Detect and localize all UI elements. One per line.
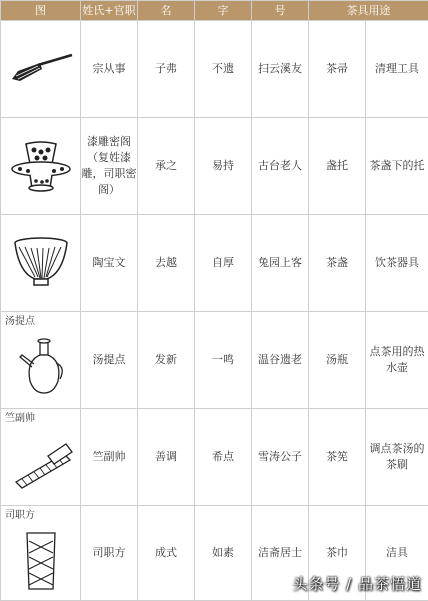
cell-name: 成式 bbox=[138, 506, 195, 601]
cell-name: 子弗 bbox=[138, 21, 195, 118]
table-row bbox=[1, 215, 428, 312]
cell-name: 承之 bbox=[138, 118, 195, 215]
tea-bowl-icon bbox=[11, 235, 71, 291]
row-image-cell bbox=[1, 118, 81, 215]
cell-name: 去越 bbox=[138, 215, 195, 312]
cell-surname-office: 宗从事 bbox=[81, 21, 138, 118]
cell-style-name: 一鸣 bbox=[195, 312, 252, 409]
whisk-brush-icon bbox=[6, 49, 76, 89]
cell-surname-office: 陶宝文 bbox=[81, 215, 138, 312]
header-row bbox=[1, 1, 428, 21]
bamboo-whisk-icon bbox=[8, 438, 74, 490]
table-row bbox=[1, 21, 428, 118]
cell-sobriquet: 温谷遗老 bbox=[252, 312, 309, 409]
cell-use: 饮茶器具 bbox=[366, 215, 428, 312]
row-image-cell bbox=[1, 506, 81, 601]
cell-sobriquet: 扫云溪友 bbox=[252, 21, 309, 118]
cell-style-name: 易持 bbox=[195, 118, 252, 215]
cell-surname-office: 汤提点 bbox=[81, 312, 138, 409]
cell-style-name: 不遗 bbox=[195, 21, 252, 118]
cell-surname-office: 漆雕密阁（复姓漆雕，司职密阁） bbox=[81, 118, 138, 215]
watermark: 头条号 / 品茶悟道 bbox=[292, 573, 422, 594]
ewer-icon bbox=[16, 337, 66, 397]
header-tea-use: 茶具用途 bbox=[309, 1, 428, 21]
cell-sobriquet: 兔园上客 bbox=[252, 215, 309, 312]
cell-style-name: 如素 bbox=[195, 506, 252, 601]
cell-use: 茶盏下的托 bbox=[366, 118, 428, 215]
cell-use: 调点茶汤的茶刷 bbox=[366, 409, 428, 506]
cell-use: 清理工具 bbox=[366, 21, 428, 118]
cell-use: 洁具 bbox=[366, 506, 428, 601]
row-image-cell bbox=[1, 409, 81, 506]
row-image-cell bbox=[1, 312, 81, 409]
cell-utensil: 茶帚 bbox=[309, 21, 366, 118]
table-row bbox=[1, 409, 428, 506]
lacquer-cup-stand-icon bbox=[8, 138, 74, 194]
cell-style-name: 自厚 bbox=[195, 215, 252, 312]
row-image-cell bbox=[1, 215, 81, 312]
cell-utensil: 汤瓶 bbox=[309, 312, 366, 409]
cell-utensil: 盏托 bbox=[309, 118, 366, 215]
header-sobriquet: 号 bbox=[252, 1, 309, 21]
cell-utensil: 茶筅 bbox=[309, 409, 366, 506]
header-style-name: 字 bbox=[195, 1, 252, 21]
cell-use: 点茶用的热水壶 bbox=[366, 312, 428, 409]
row-image-cell bbox=[1, 21, 81, 118]
cell-surname-office: 竺副帅 bbox=[81, 409, 138, 506]
cell-name: 发新 bbox=[138, 312, 195, 409]
row-caption: 汤提点 bbox=[5, 315, 35, 328]
header-surname-office: 姓氏+官职 bbox=[81, 1, 138, 21]
cloth-icon bbox=[19, 529, 63, 593]
cell-sobriquet: 雪涛公子 bbox=[252, 409, 309, 506]
cell-sobriquet: 古台老人 bbox=[252, 118, 309, 215]
cell-utensil: 茶盏 bbox=[309, 215, 366, 312]
row-caption: 司职方 bbox=[5, 509, 35, 522]
cell-utensil: 茶巾 bbox=[309, 506, 366, 601]
header-image: 图 bbox=[1, 1, 81, 21]
table-row bbox=[1, 118, 428, 215]
table-row bbox=[1, 312, 428, 409]
header-name: 名 bbox=[138, 1, 195, 21]
cell-sobriquet: 洁斋居士 bbox=[252, 506, 309, 601]
cell-surname-office: 司职方 bbox=[81, 506, 138, 601]
row-caption: 竺副帅 bbox=[5, 412, 35, 425]
cell-name: 善调 bbox=[138, 409, 195, 506]
cell-style-name: 希点 bbox=[195, 409, 252, 506]
